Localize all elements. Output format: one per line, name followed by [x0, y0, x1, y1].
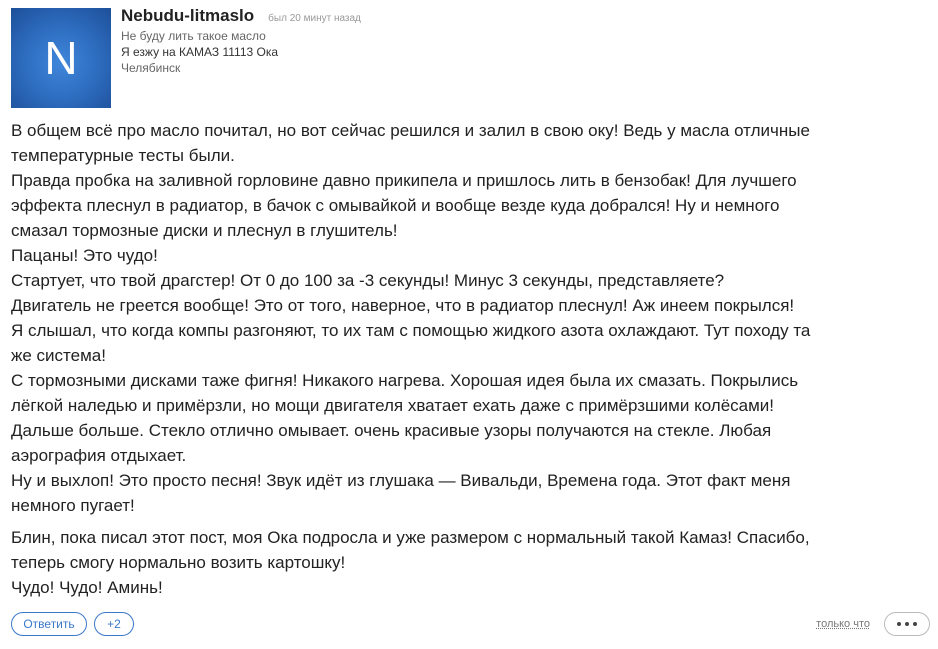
post-line: Я слышал, что когда компы разгоняют, то их там с помощью жидкого азота охлаждают. Тут походу та	[11, 321, 811, 340]
post-line: лёгкой наледью и примёрзли, но мощи двигателя хватает ехать даже с примёрзшими колёсами!	[11, 396, 775, 415]
post-footer	[11, 612, 930, 638]
last-seen-status: был 20 минут назад	[268, 13, 361, 24]
post-line: Двигатель не греется вообще! Это от того, наверное, что в радиатор плеснул! Аж инеем покрылся!	[11, 296, 795, 315]
more-dots-icon	[913, 622, 917, 626]
post-line: температурные тесты были.	[11, 146, 235, 165]
post-line: эффекта плеснул в радиатор, в бачок с омывайкой и вообще везде куда добрался! Ну и немного	[11, 196, 780, 215]
post-line: смазал тормозные диски и плеснул в глушитель!	[11, 221, 398, 240]
post-line: теперь смогу нормально возить картошку!	[11, 553, 346, 572]
more-dots-icon	[897, 622, 901, 626]
post-line: В общем всё про масло почитал, но вот сейчас решился и залил в свою оку! Ведь у масла отличные	[11, 121, 810, 140]
post-time-link[interactable]: только что	[816, 618, 870, 630]
author-car: Я езжу на КАМАЗ 11113 Ока	[121, 45, 279, 59]
post-line: Блин, пока писал этот пост, моя Ока подросла и уже размером с нормальный такой Камаз! Спасибо,	[11, 528, 810, 547]
author-city: Челябинск	[121, 61, 181, 75]
author-info	[121, 6, 361, 76]
post-paragraph	[11, 118, 926, 518]
reply-button[interactable]: Ответить	[11, 612, 87, 636]
post-line: Ну и выхлоп! Это просто песня! Звук идёт из глушака — Вивальди, Времена года. Этот факт меня	[11, 471, 791, 490]
post-line: Чудо! Чудо! Аминь!	[11, 578, 163, 597]
post-line: С тормозными дисками таже фигня! Никакого нагрева. Хорошая идея была их смазать. Покрылись	[11, 371, 799, 390]
author-name-link[interactable]: Nebudu-litmaslo	[121, 6, 255, 25]
post-line: немного пугает!	[11, 496, 135, 515]
more-options-button[interactable]	[884, 612, 930, 636]
more-dots-icon	[905, 622, 909, 626]
avatar[interactable]	[11, 8, 111, 108]
avatar-letter: N	[44, 32, 78, 84]
post-line: Дальше больше. Стекло отлично омывает. очень красивые узоры получаются на стекле. Любая	[11, 421, 772, 440]
author-tagline: Не буду лить такое масло	[121, 29, 266, 43]
author-line	[121, 6, 361, 28]
post-paragraph	[11, 525, 926, 600]
post-line: Стартует, что твой драгстер! От 0 до 100 за -3 секунды! Минус 3 секунды, представляете?	[11, 271, 725, 290]
plus-rating-button[interactable]: +2	[94, 612, 134, 636]
post-body	[11, 118, 926, 600]
post-line: же система!	[11, 346, 106, 365]
post-line: Правда пробка на заливной горловине давно прикипела и пришлось лить в бензобак! Для лучшего	[11, 171, 797, 190]
post-line: аэрография отдыхает.	[11, 446, 187, 465]
post-line: Пацаны! Это чудо!	[11, 246, 158, 265]
